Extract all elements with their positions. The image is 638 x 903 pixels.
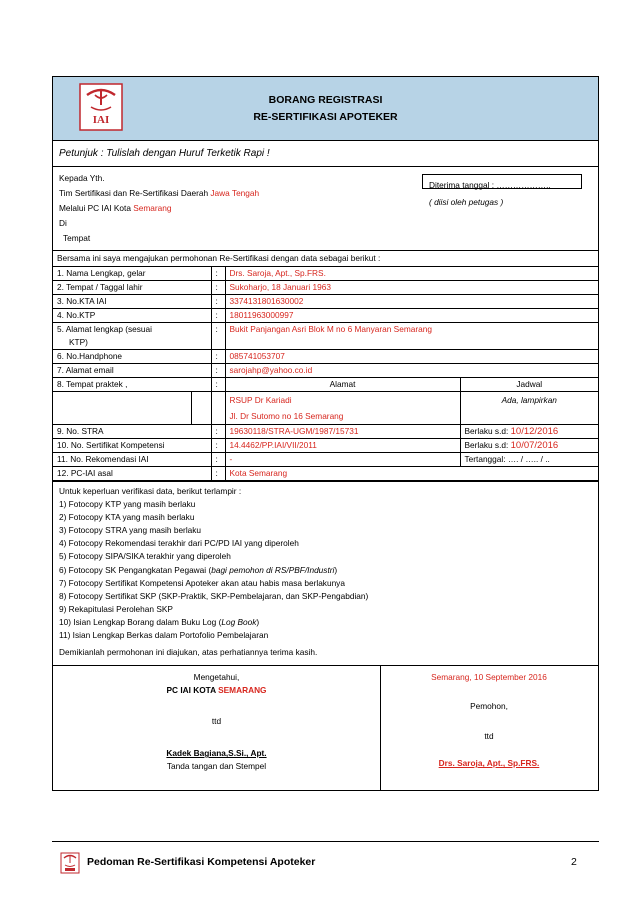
- table-row: 10. No. Sertifikat Kompetensi : 14.4462/PP.IAI/VII/2011 Berlaku s.d: 10/07/2016: [53, 439, 598, 453]
- table-row: 3. No.KTA IAI : 3374131801630002: [53, 295, 598, 309]
- table-row: 7. Alamat email : sarojahp@yahoo.co.id: [53, 364, 598, 378]
- svg-text:IAI: IAI: [92, 114, 110, 126]
- list-item: 11) Isian Lengkap Berkas dalam Portofolio Pembelajaran: [59, 630, 269, 641]
- form-subtitle: RE-SERTIFIKASI APOTEKER: [253, 111, 398, 123]
- list-item: 5) Fotocopy SIPA/SIKA terakhir yang diperoleh: [59, 551, 231, 562]
- list-item: 3) Fotocopy STRA yang masih berlaku: [59, 525, 202, 536]
- signature-right: Semarang, 10 September 2016 Pemohon, ttd Drs. Saroja, Apt., Sp.FRS.: [380, 666, 598, 768]
- place-date: Semarang, 10 September 2016: [431, 672, 547, 683]
- footer-divider: [52, 841, 599, 842]
- field-certificate-valid-date: 10/07/2016: [510, 440, 559, 451]
- list-item: 6) Fotocopy SK Pengangkatan Pegawai (bagi pemohon di RS/PBF/Industri): [59, 564, 338, 575]
- applicant-data-table: [53, 267, 598, 481]
- closing-text: Demikianlah permohonan ini diajukan, atas perhatiannya terima kasih.: [59, 647, 318, 658]
- signature-section: [53, 665, 598, 790]
- field-name-value[interactable]: Drs. Saroja, Apt., Sp.FRS.: [225, 267, 598, 281]
- addressee-block: Kepada Yth. Tim Sertifikasi dan Re-Sertifikasi Daerah Jawa Tengah Melalui PC IAI Kota Semarang Di Tempat Diterima tanggal : ……………….. ( diisi oleh petugas ): [53, 167, 598, 251]
- form-title: BORANG REGISTRASI: [268, 94, 383, 106]
- applicant-name: Drs. Saroja, Apt., Sp.FRS.: [438, 758, 540, 769]
- list-item: 2) Fotocopy KTA yang masih berlaku: [59, 512, 195, 523]
- list-item: 8) Fotocopy Sertifikat SKP (SKP-Praktik, SKP-Pembelajaran, dan SKP-Pengabdian): [59, 590, 369, 601]
- table-row: [53, 392, 598, 425]
- table-row: 4. No.KTP : 18011963000997: [53, 309, 598, 323]
- table-row: 5. Alamat lengkap (sesuai KTP) : Bukit Panjangan Asri Blok M no 6 Manyaran Semarang: [53, 323, 598, 350]
- table-row: 2. Tempat / Taggal lahir : Sukoharjo, 18 Januari 1963: [53, 281, 598, 295]
- received-date-box: Diterima tanggal : ……………….. ( diisi oleh petugas ): [422, 174, 582, 189]
- table-row: 9. No. STRA : 19630118/STRA-UGM/1987/15731 Berlaku s.d: 10/12/2016: [53, 425, 598, 439]
- field-stra-valid-date: 10/12/2016: [510, 426, 559, 437]
- field-ktp-value[interactable]: 18011963000997: [225, 309, 598, 323]
- table-row: 12. PC-IAI asal : Kota Semarang: [53, 467, 598, 481]
- table-row: 1. Nama Lengkap, gelar : Drs. Saroja, Apt., Sp.FRS.: [53, 267, 598, 281]
- signature-left: Mengetahui, PC IAI KOTA SEMARANG ttd Kadek Bagiana,S.Si., Apt. Tanda tangan dan Stempel: [53, 666, 380, 771]
- list-item: 4) Fotocopy Rekomendasi terakhir dari PC/PD IAI yang diperoleh: [59, 538, 299, 549]
- iai-logo-icon: [60, 852, 80, 874]
- field-certificate-value[interactable]: 14.4462/PP.IAI/VII/2011: [225, 439, 460, 453]
- field-email-value[interactable]: sarojahp@yahoo.co.id: [225, 364, 598, 378]
- table-row: 11. No. Rekomendasi IAI : - Tertanggal: …. / ….. / ..: [53, 453, 598, 467]
- form-header: [53, 77, 598, 141]
- list-item: 9) Rekapitulasi Perolehan SKP: [59, 603, 173, 614]
- iai-logo-icon: [79, 83, 123, 131]
- field-birth-value[interactable]: Sukoharjo, 18 Januari 1963: [225, 281, 598, 295]
- footer-title: Pedoman Re-Sertifikasi Kompetensi Apoteker: [87, 856, 316, 868]
- page-number: 2: [571, 856, 577, 868]
- field-address-value[interactable]: Bukit Panjangan Asri Blok M no 6 Manyaran Semarang: [225, 323, 598, 350]
- approver-name: Kadek Bagiana,S.Si., Apt.: [166, 748, 267, 759]
- city-name: Semarang: [133, 203, 172, 213]
- registration-form: [52, 76, 599, 791]
- field-stra-value[interactable]: 19630118/STRA-UGM/1987/15731: [225, 425, 460, 439]
- table-row: 6. No.Handphone : 085741053707: [53, 350, 598, 364]
- requirements-list: Untuk keperluan verifikasi data, berikut terlampir : 1) Fotocopy KTP yang masih berlaku 2) Fotocopy KTA yang masih berlaku 3) Fotocopy STRA yang masih berlaku 4) Fotocopy Rekomendasi terakhir dari PC/PD IAI yang diperoleh 5) Fotocopy SIPA/SIKA terakhir yang diperoleh 6) Fotocopy SK Pengangkatan Pegawai (bagi pemohon di RS/PBF/Industri) 7) Fotocopy Sertifikat Kompetensi Apoteker akan atau habis masa berlakunya 8) Fotocopy Sertifikat SKP (SKP-Praktik, SKP-Pembelajaran, dan SKP-Pengabdian) 9) Rekapitulasi Perolehan SKP 10) Isian Lengkap Borang dalam Buku Log (Log Book) 11) Isian Lengkap Berkas dalam Portofolio Pembelajaran Demikianlah permohonan ini diajukan, atas perhatiannya terima kasih.: [53, 481, 598, 665]
- instruction-text: Petunjuk : Tulislah dengan Huruf Terketik Rapi !: [53, 141, 598, 167]
- region-name: Jawa Tengah: [210, 188, 260, 198]
- list-item: 1) Fotocopy KTP yang masih berlaku: [59, 499, 196, 510]
- field-phone-value[interactable]: 085741053707: [225, 350, 598, 364]
- list-item: 10) Isian Lengkap Borang dalam Buku Log (Log Book): [59, 616, 260, 627]
- field-practice-schedule[interactable]: Ada, lampirkan: [460, 392, 598, 425]
- field-practice-address[interactable]: RSUP Dr Kariadi Jl. Dr Sutomo no 16 Semarang: [225, 392, 460, 425]
- field-recommendation-date[interactable]: Tertanggal: …. / ….. / ..: [460, 453, 598, 467]
- field-kta-value[interactable]: 3374131801630002: [225, 295, 598, 309]
- field-origin-value[interactable]: Kota Semarang: [225, 467, 598, 481]
- intro-text: Bersama ini saya mengajukan permohonan Re-Sertifikasi dengan data sebagai berikut :: [53, 251, 598, 267]
- table-row: 8. Tempat praktek , : Alamat Jadwal: [53, 378, 598, 392]
- field-recommendation-value[interactable]: -: [225, 453, 460, 467]
- list-item: 7) Fotocopy Sertifikat Kompetensi Apoteker akan atau habis masa berlakunya: [59, 577, 345, 588]
